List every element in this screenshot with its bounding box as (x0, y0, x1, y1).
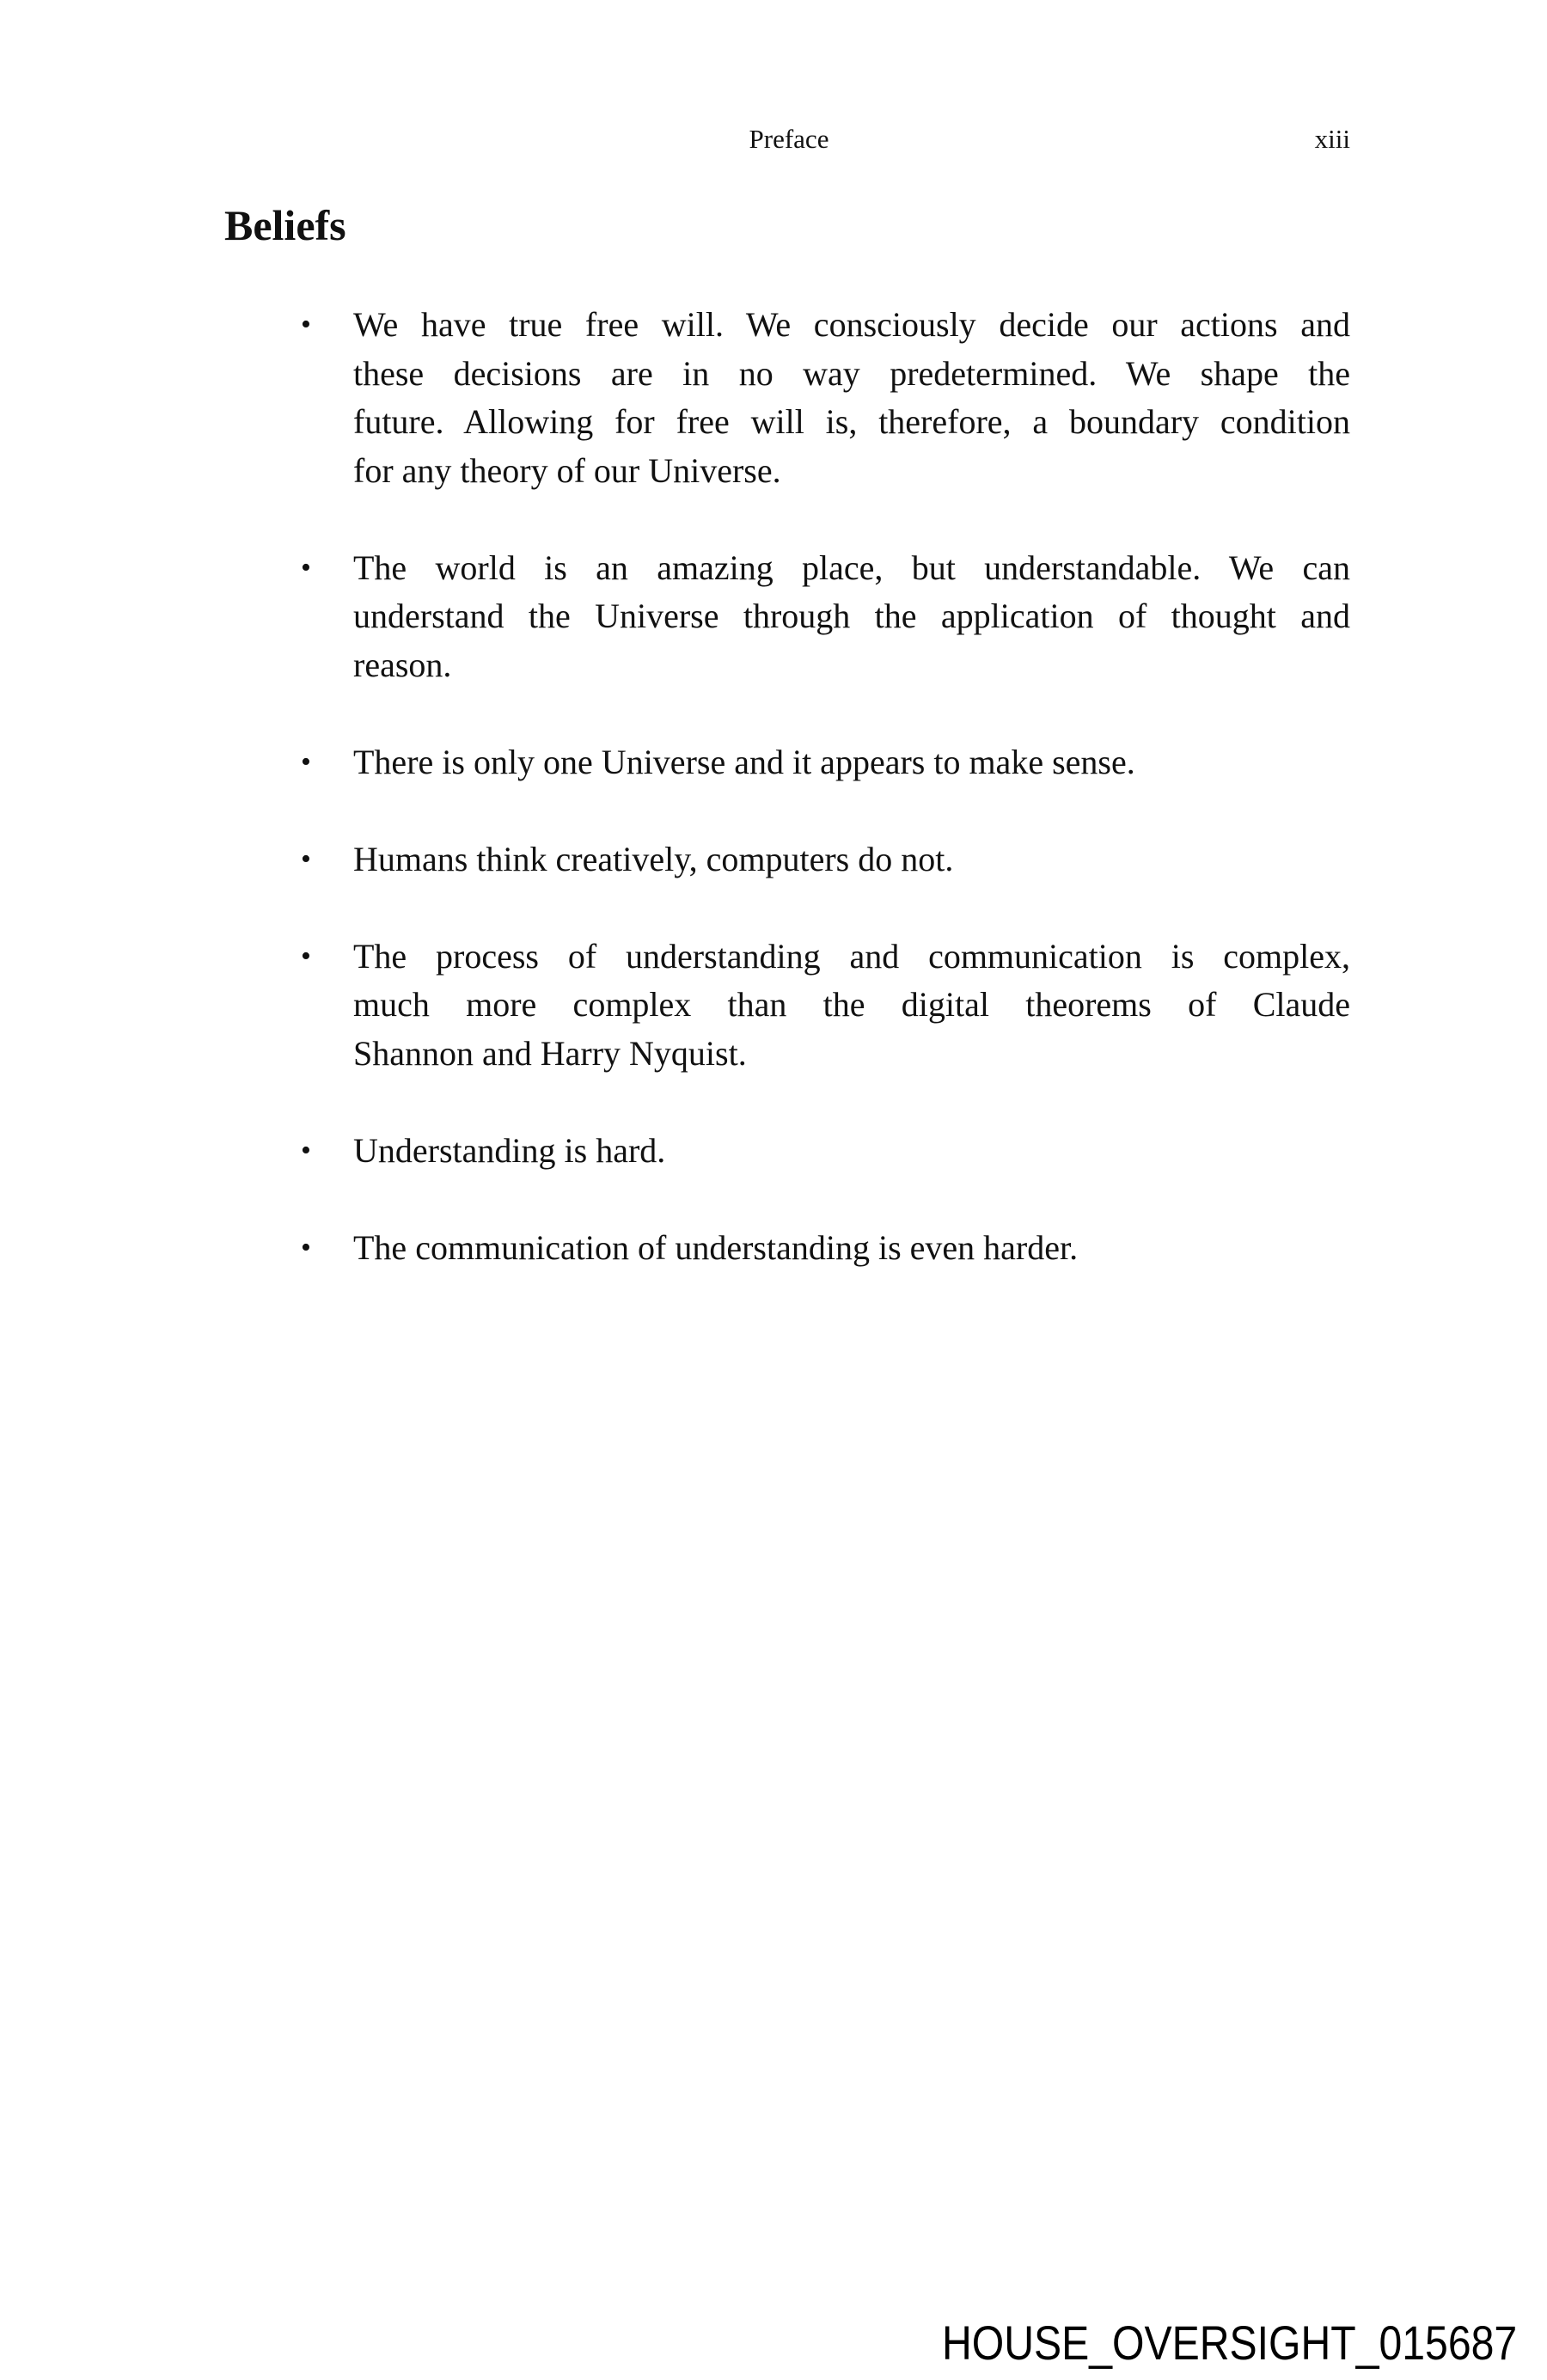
belief-text-line: for any theory of our Universe. (353, 450, 781, 490)
belief-text-line: Shannon and Harry Nyquist. (353, 1033, 747, 1073)
belief-text-line: understand the Universe through the application of thought and (353, 597, 1350, 635)
bullet-icon: • (301, 1231, 311, 1263)
bullet-icon: • (301, 745, 311, 778)
belief-item (0, 1127, 997, 1176)
bullet-icon: • (301, 309, 311, 340)
belief-item (0, 933, 1350, 1079)
running-head: Preface (749, 124, 829, 154)
beliefs-list (0, 301, 1350, 1321)
belief-text-line: much more complex than the digital theorems of Claude (353, 985, 1350, 1024)
bullet-icon: • (301, 551, 311, 584)
belief-text-line: There is only one Universe and it appears to make sense. (353, 742, 1135, 781)
belief-text-line: Understanding is hard. (353, 1130, 666, 1170)
belief-text-line: future. Allowing for free will is, therefore, a boundary condition (353, 402, 1350, 441)
belief-text-line: these decisions are in no way predetermined. We shape the (353, 353, 1350, 393)
bullet-icon: • (301, 842, 311, 875)
page-number: xiii (1314, 124, 1350, 154)
bullet-icon: • (301, 939, 311, 972)
document-id-stamp: HOUSE_OVERSIGHT_015687 (942, 2316, 1518, 2370)
section-title: Beliefs (224, 201, 346, 249)
belief-item (0, 301, 1350, 495)
belief-text-line: The communication of understanding is even harder. (353, 1227, 1079, 1267)
belief-item (0, 738, 1135, 787)
belief-text-line: We have true free will. We consciously decide our actions and (353, 305, 1350, 344)
belief-item (0, 544, 1350, 690)
bullet-icon: • (301, 1134, 311, 1166)
belief-item (0, 835, 997, 884)
belief-text-line: reason. (353, 645, 452, 684)
belief-text-line: The process of understanding and communication is complex, (353, 936, 1350, 976)
belief-text-line: The world is an amazing place, but understandable. We can (353, 548, 1350, 587)
belief-item (0, 1224, 1079, 1273)
belief-text-line: Humans think creatively, computers do not. (353, 839, 954, 878)
